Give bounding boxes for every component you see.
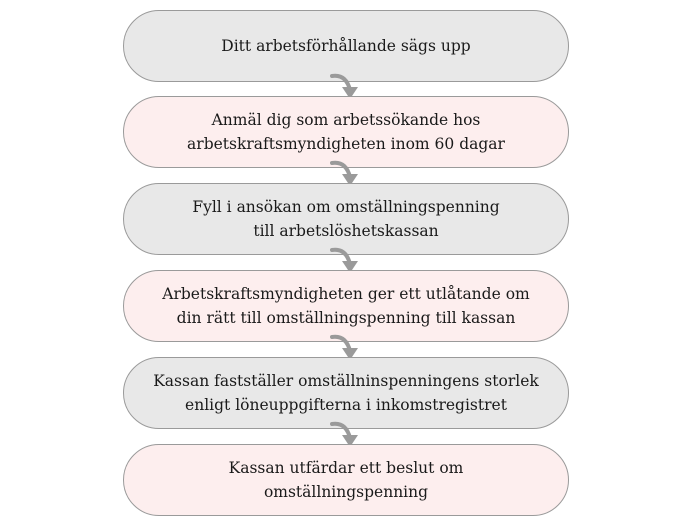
- step-2-label: Anmäl dig som arbetssökande hos arbetskraftsmyndigheten inom 60 dagar: [187, 111, 505, 153]
- step-1-label: Ditt arbetsförhållande sägs upp: [221, 37, 471, 55]
- step-6-decision: [123, 444, 569, 516]
- step-3-label: Fyll i ansökan om omställningspenning till arbetslöshetskassan: [192, 198, 500, 240]
- step-5-label: Kassan fastställer omställninspenningens storlek enligt löneuppgifterna i inkomstregistret: [153, 372, 539, 414]
- step-4-label: Arbetskraftsmyndigheten ger ett utlåtande om din rätt till omställningspenning till kassan: [162, 285, 530, 327]
- step-6-label: Kassan utfärdar ett beslut om omställningspenning: [228, 459, 464, 501]
